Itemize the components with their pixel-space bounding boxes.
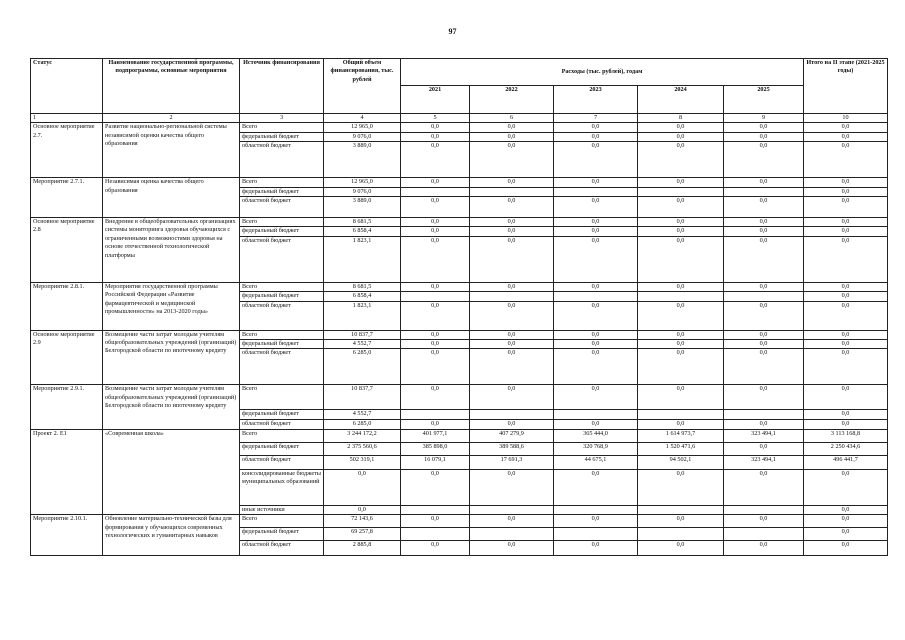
program-name-cell: Внедрение в общеобразовательных организациях системы мониторинга здоровья обучающихся с ограниченными возможностями здоровья на основе отечественной технологической платформы [103, 218, 240, 283]
source-cell: Всего [240, 178, 324, 187]
header-year: 2022 [470, 86, 554, 114]
stage-total-cell: 0,0 [804, 528, 888, 541]
year-value-cell: 0,0 [724, 178, 804, 187]
year-value-cell: 389 588,6 [470, 442, 554, 455]
year-value-cell: 365 444,0 [554, 429, 638, 442]
source-cell: областной бюджет [240, 541, 324, 556]
year-value-cell [554, 528, 638, 541]
stage-total-cell: 0,0 [804, 187, 888, 196]
source-cell: областной бюджет [240, 419, 324, 429]
status-cell: Мероприятие 2.9.1. [31, 385, 103, 429]
stage-total-cell: 0,0 [804, 515, 888, 528]
total-volume-cell: 1 823,1 [324, 301, 401, 330]
year-value-cell: 0,0 [638, 469, 724, 505]
year-value-cell: 0,0 [724, 236, 804, 282]
header-total-volume: Общий объем финансирования, тыс. рублей [324, 59, 401, 114]
source-cell: федеральный бюджет [240, 187, 324, 196]
year-value-cell [401, 505, 470, 514]
year-value-cell: 0,0 [470, 469, 554, 505]
column-number: 1 [31, 114, 103, 123]
year-value-cell: 0,0 [470, 541, 554, 556]
total-volume-cell: 2 885,8 [324, 541, 401, 556]
year-value-cell: 320 768,9 [554, 442, 638, 455]
year-value-cell [724, 505, 804, 514]
column-number: 8 [638, 114, 724, 123]
year-value-cell: 0,0 [401, 515, 470, 528]
year-value-cell: 0,0 [638, 197, 724, 218]
source-cell: федеральный бюджет [240, 292, 324, 301]
year-value-cell [554, 505, 638, 514]
year-value-cell: 0,0 [554, 419, 638, 429]
header-year: 2021 [401, 86, 470, 114]
year-value-cell: 0,0 [724, 442, 804, 455]
total-volume-cell: 6 858,4 [324, 227, 401, 236]
program-name-cell: Независимая оценка качества общего образования [103, 178, 240, 218]
total-volume-cell: 9 076,0 [324, 132, 401, 141]
column-number: 5 [401, 114, 470, 123]
year-value-cell [554, 187, 638, 196]
year-value-cell: 0,0 [638, 142, 724, 178]
year-value-cell: 0,0 [554, 301, 638, 330]
year-value-cell: 0,0 [724, 282, 804, 291]
year-value-cell: 1 614 973,7 [638, 429, 724, 442]
stage-total-cell: 0,0 [804, 132, 888, 141]
year-value-cell: 0,0 [470, 218, 554, 227]
total-volume-cell: 69 257,8 [324, 528, 401, 541]
year-value-cell: 0,0 [470, 132, 554, 141]
table-row [31, 123, 888, 132]
year-value-cell: 0,0 [401, 236, 470, 282]
stage-total-cell: 0,0 [804, 236, 888, 282]
year-value-cell: 0,0 [554, 385, 638, 410]
source-cell: федеральный бюджет [240, 442, 324, 455]
year-value-cell [638, 505, 724, 514]
stage-total-cell: 0,0 [804, 340, 888, 349]
year-value-cell [724, 528, 804, 541]
year-value-cell: 0,0 [638, 282, 724, 291]
stage-total-cell: 0,0 [804, 178, 888, 187]
year-value-cell: 0,0 [724, 227, 804, 236]
year-value-cell: 0,0 [470, 330, 554, 339]
column-number: 4 [324, 114, 401, 123]
stage-total-cell: 2 250 434,6 [804, 442, 888, 455]
status-cell: Мероприятие 2.7.1. [31, 178, 103, 218]
year-value-cell [638, 292, 724, 301]
year-value-cell: 385 898,0 [401, 442, 470, 455]
program-name-cell: Возмещение части затрат молодым учителям общеобразовательных учреждений (организаций) Белгородской области по ипотечному кредиту [103, 330, 240, 385]
year-value-cell: 0,0 [401, 541, 470, 556]
stage-total-cell: 0,0 [804, 469, 888, 505]
year-value-cell: 0,0 [554, 123, 638, 132]
total-volume-cell: 8 681,5 [324, 282, 401, 291]
year-value-cell [724, 410, 804, 419]
stage-total-cell: 0,0 [804, 227, 888, 236]
source-cell: Всего [240, 123, 324, 132]
year-value-cell [401, 528, 470, 541]
year-value-cell: 0,0 [470, 227, 554, 236]
header-row [31, 59, 888, 86]
total-volume-cell: 0,0 [324, 505, 401, 514]
column-number: 7 [554, 114, 638, 123]
source-cell: федеральный бюджет [240, 410, 324, 419]
year-value-cell: 0,0 [724, 301, 804, 330]
stage-total-cell: 0,0 [804, 123, 888, 132]
source-cell: Всего [240, 330, 324, 339]
year-value-cell: 401 977,1 [401, 429, 470, 442]
year-value-cell [470, 505, 554, 514]
year-value-cell [724, 187, 804, 196]
stage-total-cell: 0,0 [804, 197, 888, 218]
year-value-cell: 0,0 [638, 236, 724, 282]
program-name-cell: Возмещение части затрат молодым учителям общеобразовательных учреждений (организаций) Белгородской области по ипотечному кредиту [103, 385, 240, 429]
header-status: Статус [31, 59, 103, 114]
year-value-cell: 0,0 [401, 123, 470, 132]
year-value-cell: 0,0 [554, 282, 638, 291]
year-value-cell: 1 520 471,6 [638, 442, 724, 455]
table-row [31, 218, 888, 227]
column-number-row [31, 114, 888, 123]
header-year: 2024 [638, 86, 724, 114]
year-value-cell: 0,0 [638, 340, 724, 349]
source-cell: областной бюджет [240, 455, 324, 469]
year-value-cell: 0,0 [554, 178, 638, 187]
year-value-cell: 17 691,3 [470, 455, 554, 469]
year-value-cell: 0,0 [554, 340, 638, 349]
year-value-cell: 44 675,1 [554, 455, 638, 469]
year-value-cell [638, 410, 724, 419]
year-value-cell: 0,0 [554, 515, 638, 528]
year-value-cell: 407 279,9 [470, 429, 554, 442]
year-value-cell: 0,0 [554, 469, 638, 505]
source-cell: Всего [240, 515, 324, 528]
year-value-cell: 0,0 [724, 385, 804, 410]
year-value-cell: 0,0 [554, 236, 638, 282]
source-cell: Всего [240, 429, 324, 442]
total-volume-cell: 4 552,7 [324, 340, 401, 349]
year-value-cell: 0,0 [638, 132, 724, 141]
stage-total-cell: 0,0 [804, 330, 888, 339]
year-value-cell: 0,0 [470, 197, 554, 218]
header-expenses: Расходы (тыс. рублей), годам [401, 59, 804, 86]
stage-total-cell: 0,0 [804, 282, 888, 291]
year-value-cell: 0,0 [554, 197, 638, 218]
year-value-cell [401, 187, 470, 196]
year-value-cell: 0,0 [401, 142, 470, 178]
year-value-cell: 0,0 [401, 197, 470, 218]
status-cell: Проект 2. Е1 [31, 429, 103, 514]
total-volume-cell: 0,0 [324, 469, 401, 505]
year-value-cell [470, 410, 554, 419]
total-volume-cell: 3 889,0 [324, 142, 401, 178]
year-value-cell: 0,0 [470, 142, 554, 178]
year-value-cell [638, 528, 724, 541]
total-volume-cell: 502 319,1 [324, 455, 401, 469]
total-volume-cell: 3 244 172,2 [324, 429, 401, 442]
total-volume-cell: 6 858,4 [324, 292, 401, 301]
stage-total-cell: 0,0 [804, 419, 888, 429]
status-cell: Мероприятие 2.8.1. [31, 282, 103, 330]
source-cell: областной бюджет [240, 197, 324, 218]
source-cell: федеральный бюджет [240, 132, 324, 141]
year-value-cell: 0,0 [470, 385, 554, 410]
table-row [31, 330, 888, 339]
header-year: 2025 [724, 86, 804, 114]
year-value-cell: 323 494,1 [724, 429, 804, 442]
source-cell: консолидированные бюджеты муниципальных образований [240, 469, 324, 505]
column-number: 9 [724, 114, 804, 123]
year-value-cell: 0,0 [724, 541, 804, 556]
total-volume-cell: 10 837,7 [324, 385, 401, 410]
stage-total-cell: 3 113 168,8 [804, 429, 888, 442]
year-value-cell: 0,0 [470, 178, 554, 187]
year-value-cell [638, 187, 724, 196]
stage-total-cell: 0,0 [804, 410, 888, 419]
year-value-cell: 0,0 [401, 385, 470, 410]
header-program: Наименование государственной программы, подпрограммы, основные мероприятия [103, 59, 240, 114]
source-cell: иные источники [240, 505, 324, 514]
total-volume-cell: 10 837,7 [324, 330, 401, 339]
program-name-cell: Развитие национально-региональной системы независимой оценки качества общего образования [103, 123, 240, 178]
source-cell: Всего [240, 282, 324, 291]
status-cell: Основное мероприятие 2.7. [31, 123, 103, 178]
header-year: 2023 [554, 86, 638, 114]
table-row [31, 385, 888, 410]
year-value-cell: 0,0 [401, 132, 470, 141]
source-cell: областной бюджет [240, 349, 324, 385]
stage-total-cell: 0,0 [804, 142, 888, 178]
year-value-cell [401, 292, 470, 301]
budget-table [30, 58, 888, 556]
status-cell: Мероприятие 2.10.1. [31, 515, 103, 556]
program-name-cell: Обновление материально-технической базы для формирования у обучающихся современных технологических и гуманитарных навыков [103, 515, 240, 556]
column-number: 2 [103, 114, 240, 123]
year-value-cell: 0,0 [401, 330, 470, 339]
year-value-cell: 0,0 [724, 469, 804, 505]
year-value-cell: 0,0 [638, 178, 724, 187]
total-volume-cell: 3 889,0 [324, 197, 401, 218]
year-value-cell: 0,0 [401, 349, 470, 385]
year-value-cell: 0,0 [401, 282, 470, 291]
source-cell: областной бюджет [240, 236, 324, 282]
stage-total-cell: 0,0 [804, 349, 888, 385]
source-cell: федеральный бюджет [240, 227, 324, 236]
year-value-cell: 0,0 [724, 330, 804, 339]
year-value-cell: 0,0 [724, 349, 804, 385]
year-value-cell: 0,0 [724, 340, 804, 349]
table-row [31, 178, 888, 187]
year-value-cell: 0,0 [554, 218, 638, 227]
year-value-cell [470, 528, 554, 541]
year-value-cell: 0,0 [554, 227, 638, 236]
stage-total-cell: 0,0 [804, 505, 888, 514]
year-value-cell: 0,0 [401, 340, 470, 349]
total-volume-cell: 72 143,6 [324, 515, 401, 528]
program-name-cell: «Современная школа» [103, 429, 240, 514]
year-value-cell: 0,0 [724, 218, 804, 227]
total-volume-cell: 6 285,0 [324, 349, 401, 385]
total-volume-cell: 8 681,5 [324, 218, 401, 227]
year-value-cell: 0,0 [638, 419, 724, 429]
year-value-cell: 0,0 [638, 123, 724, 132]
year-value-cell: 0,0 [401, 178, 470, 187]
status-cell: Основное мероприятие 2.9 [31, 330, 103, 385]
year-value-cell [554, 292, 638, 301]
year-value-cell: 0,0 [401, 301, 470, 330]
column-number: 6 [470, 114, 554, 123]
total-volume-cell: 4 552,7 [324, 410, 401, 419]
year-value-cell: 0,0 [724, 515, 804, 528]
column-number: 3 [240, 114, 324, 123]
year-value-cell: 0,0 [638, 541, 724, 556]
table-body [31, 123, 888, 556]
source-cell: Всего [240, 385, 324, 410]
year-value-cell: 0,0 [554, 132, 638, 141]
year-value-cell: 94 502,1 [638, 455, 724, 469]
stage-total-cell: 0,0 [804, 541, 888, 556]
year-value-cell: 0,0 [724, 132, 804, 141]
total-volume-cell: 1 823,1 [324, 236, 401, 282]
year-value-cell: 0,0 [554, 330, 638, 339]
header-stage-total: Итого на II этапе (2021-2025 годы) [804, 59, 888, 114]
stage-total-cell: 0,0 [804, 218, 888, 227]
year-value-cell: 0,0 [470, 419, 554, 429]
year-value-cell: 0,0 [470, 349, 554, 385]
stage-total-cell: 496 441,7 [804, 455, 888, 469]
total-volume-cell: 2 375 560,6 [324, 442, 401, 455]
total-volume-cell: 9 076,0 [324, 187, 401, 196]
year-value-cell: 0,0 [470, 515, 554, 528]
stage-total-cell: 0,0 [804, 385, 888, 410]
year-value-cell [401, 410, 470, 419]
table-row [31, 429, 888, 442]
year-value-cell: 0,0 [401, 469, 470, 505]
year-value-cell: 0,0 [554, 349, 638, 385]
year-value-cell: 0,0 [554, 541, 638, 556]
year-value-cell: 0,0 [724, 123, 804, 132]
year-value-cell: 0,0 [470, 340, 554, 349]
year-value-cell: 0,0 [638, 349, 724, 385]
year-value-cell: 0,0 [724, 142, 804, 178]
column-number: 10 [804, 114, 888, 123]
year-value-cell: 323 494,1 [724, 455, 804, 469]
source-cell: федеральный бюджет [240, 528, 324, 541]
year-value-cell [470, 292, 554, 301]
source-cell: федеральный бюджет [240, 340, 324, 349]
year-value-cell [554, 410, 638, 419]
year-value-cell: 0,0 [638, 330, 724, 339]
table-row [31, 282, 888, 291]
total-volume-cell: 12 965,0 [324, 178, 401, 187]
year-value-cell: 0,0 [470, 236, 554, 282]
year-value-cell: 0,0 [401, 218, 470, 227]
status-cell: Основное мероприятие 2.8 [31, 218, 103, 283]
year-value-cell: 0,0 [554, 142, 638, 178]
year-value-cell: 0,0 [470, 123, 554, 132]
total-volume-cell: 6 285,0 [324, 419, 401, 429]
program-name-cell: Мероприятия государственной программы Российской Федерации «Развитие фармацевтической и медицинской промышленности» на 2013-2020 годы» [103, 282, 240, 330]
year-value-cell: 0,0 [724, 197, 804, 218]
year-value-cell: 0,0 [470, 301, 554, 330]
source-cell: областной бюджет [240, 142, 324, 178]
year-value-cell [724, 292, 804, 301]
year-value-cell: 0,0 [401, 227, 470, 236]
page-number: 97 [448, 27, 457, 36]
year-value-cell: 0,0 [724, 419, 804, 429]
year-value-cell: 0,0 [638, 227, 724, 236]
year-value-cell: 0,0 [638, 218, 724, 227]
year-value-cell: 0,0 [638, 301, 724, 330]
year-value-cell: 0,0 [638, 385, 724, 410]
year-value-cell: 0,0 [401, 419, 470, 429]
stage-total-cell: 0,0 [804, 292, 888, 301]
header-source: Источник финансирования [240, 59, 324, 114]
year-value-cell [470, 187, 554, 196]
year-value-cell: 0,0 [638, 515, 724, 528]
source-cell: областной бюджет [240, 301, 324, 330]
source-cell: Всего [240, 218, 324, 227]
table-row [31, 515, 888, 528]
total-volume-cell: 12 965,0 [324, 123, 401, 132]
year-value-cell: 16 079,1 [401, 455, 470, 469]
stage-total-cell: 0,0 [804, 301, 888, 330]
year-value-cell: 0,0 [470, 282, 554, 291]
